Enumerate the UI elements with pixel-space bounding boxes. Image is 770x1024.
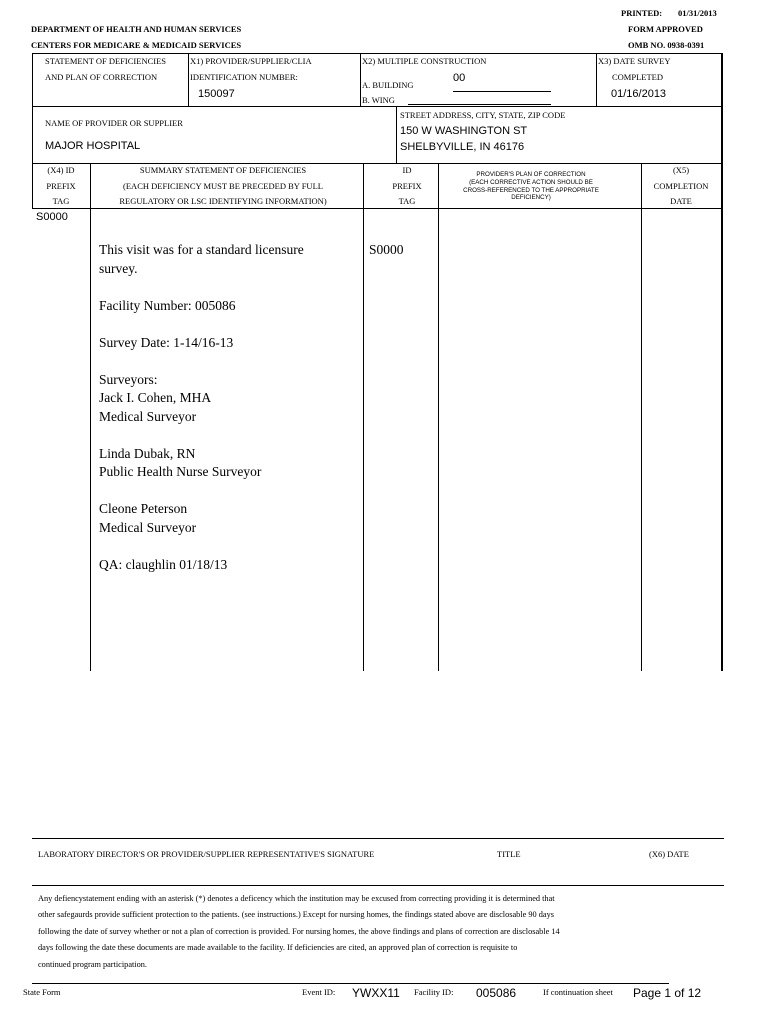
summary-line: Facility Number: 005086 <box>99 297 236 313</box>
box1-top-border <box>32 53 722 54</box>
wing-underline <box>408 104 551 105</box>
address-line-1: 150 W WASHINGTON ST <box>400 125 528 137</box>
summary-header-3: REGULATORY OR LSC IDENTIFYING INFORMATION) <box>119 196 327 206</box>
id-header-1: ID <box>402 165 412 175</box>
summary-line: Jack I. Cohen, MHA <box>99 390 212 405</box>
building-underline <box>453 91 551 92</box>
address-label: STREET ADDRESS, CITY, STATE, ZIP CODE <box>400 110 566 120</box>
event-id-label: Event ID: <box>302 987 336 997</box>
centers-title: CENTERS FOR MEDICARE & MEDICAID SERVICES <box>31 40 242 50</box>
x1-label-1: X1) PROVIDER/SUPPLIER/CLIA <box>190 56 312 66</box>
disclaimer-text <box>38 891 613 973</box>
summary-line <box>99 315 304 334</box>
disclaimer-line: following the date of survey whether or not a plan of correction is provided. For nursing homes, the above findings and plans of correction are disclosable 14 <box>38 926 560 936</box>
table-left-border <box>32 163 33 208</box>
box2-left-border <box>32 106 33 163</box>
box2-bottom-border <box>32 163 722 164</box>
disclaimer-line: continued program participation. <box>38 959 147 969</box>
table-header-bottom <box>32 208 722 209</box>
printed-label: PRINTED: <box>621 8 663 18</box>
x4-header-2: PREFIX <box>46 181 76 191</box>
x3-label-2: COMPLETED <box>612 72 663 82</box>
summary-line: survey. <box>99 260 138 276</box>
disclaimer-line: days following the date these documents are made available to the facility. If deficiencies are cited, an approved plan of correction is requisite to <box>38 943 518 953</box>
signature-bottom-line <box>32 885 724 886</box>
id-header-3: TAG <box>398 196 416 206</box>
table-col-line-4 <box>641 163 642 671</box>
box1-divider-2 <box>360 53 361 106</box>
summary-line: QA: claughlin 01/18/13 <box>99 556 228 572</box>
x5-header-1: (X5) <box>672 165 690 175</box>
box1-left-border <box>32 53 33 106</box>
building-label: A. BUILDING <box>362 80 414 90</box>
building-value: 00 <box>453 72 466 84</box>
disclaimer-line: other safegaurds provide sufficient protection to the patients. (see instructions.) Except for nursing homes, the findings stated above are disclosable 90 days <box>38 910 554 920</box>
continuation-label: If continuation sheet <box>543 987 613 997</box>
plan-header-3: CROSS-REFERENCED TO THE APPROPRIATE <box>463 187 599 194</box>
summary-line <box>99 482 304 501</box>
table-right-border <box>721 163 723 671</box>
table-col-line-1 <box>90 163 91 671</box>
facility-id-label: Facility ID: <box>414 987 454 997</box>
summary-line <box>99 537 304 556</box>
summary-line <box>99 352 304 371</box>
provider-name-value: MAJOR HOSPITAL <box>45 140 141 152</box>
table-col-line-2 <box>363 163 364 671</box>
prefix-tag: S0000 <box>36 211 68 223</box>
x5-header-2: COMPLETION <box>653 181 709 191</box>
x4-header-3: TAG <box>52 196 70 206</box>
provider-id-value: 150097 <box>198 88 235 100</box>
statement-label-1: STATEMENT OF DEFICIENCIES <box>45 56 167 66</box>
printed-date: 01/31/2013 <box>678 8 717 18</box>
table-col-line-3 <box>438 163 439 671</box>
x3-label-1: X3) DATE SURVEY <box>598 56 671 66</box>
summary-text <box>99 241 304 574</box>
summary-line: Linda Dubak, RN <box>99 445 196 461</box>
summary-line <box>99 426 304 445</box>
event-id-value: YWXX11 <box>352 986 400 1000</box>
summary-header-1: SUMMARY STATEMENT OF DEFICIENCIES <box>139 165 307 175</box>
box1-divider-1 <box>188 53 189 106</box>
id-prefix-tag: S0000 <box>369 242 404 257</box>
summary-line: Cleone Peterson <box>99 501 188 516</box>
signature-top-line <box>32 838 724 839</box>
state-form-label: State Form <box>23 987 61 997</box>
department-title: DEPARTMENT OF HEALTH AND HUMAN SERVICES <box>31 24 242 34</box>
summary-line: Medical Surveyor <box>99 519 197 535</box>
box-right-border <box>721 53 723 163</box>
title-label: TITLE <box>497 849 521 859</box>
date-label: (X6) DATE <box>649 849 689 859</box>
provider-name-label: NAME OF PROVIDER OR SUPPLIER <box>45 118 183 128</box>
plan-header-4: DEFICIENCY) <box>511 194 551 201</box>
summary-line: Surveyors: <box>99 371 158 387</box>
summary-line: Survey Date: 1-14/16-13 <box>99 334 234 350</box>
facility-id-value: 005086 <box>476 986 517 1000</box>
page-number: Page 1 of 12 <box>633 986 702 1000</box>
x2-label: X2) MULTIPLE CONSTRUCTION <box>362 56 487 66</box>
omb-number: OMB NO. 0938-0391 <box>628 40 705 50</box>
x1-label-2: IDENTIFICATION NUMBER: <box>190 72 298 82</box>
summary-line: This visit was for a standard licensure <box>99 242 304 257</box>
box1-divider-3 <box>596 53 597 106</box>
summary-line: Medical Surveyor <box>99 408 197 424</box>
statement-label-2: AND PLAN OF CORRECTION <box>45 72 158 82</box>
summary-header-2: (EACH DEFICIENCY MUST BE PRECEDED BY FULL <box>123 181 323 191</box>
footer-line <box>32 983 669 984</box>
survey-date-value: 01/16/2013 <box>611 88 667 100</box>
id-header-2: PREFIX <box>392 181 422 191</box>
x5-header-3: DATE <box>670 196 692 206</box>
box2-divider <box>396 106 397 163</box>
plan-header-2: (EACH CORRECTIVE ACTION SHOULD BE <box>469 179 593 186</box>
address-line-2: SHELBYVILLE, IN 46176 <box>400 141 525 153</box>
summary-line: Public Health Nurse Surveyor <box>99 464 262 479</box>
wing-label: B. WING <box>362 95 395 105</box>
disclaimer-line: Any defiencystatement ending with an asterisk (*) denotes a deficency which the institution may be excused from correcting providing it is determined that <box>38 894 555 903</box>
plan-header-1: PROVIDER'S PLAN OF CORRECTION <box>476 171 586 178</box>
summary-line <box>99 278 304 297</box>
box1-bottom-border <box>32 106 722 107</box>
signature-label: LABORATORY DIRECTOR'S OR PROVIDER/SUPPLIER REPRESENTATIVE'S SIGNATURE <box>38 849 375 859</box>
form-approved: FORM APPROVED <box>628 24 703 34</box>
x4-header-1: (X4) ID <box>47 165 75 175</box>
